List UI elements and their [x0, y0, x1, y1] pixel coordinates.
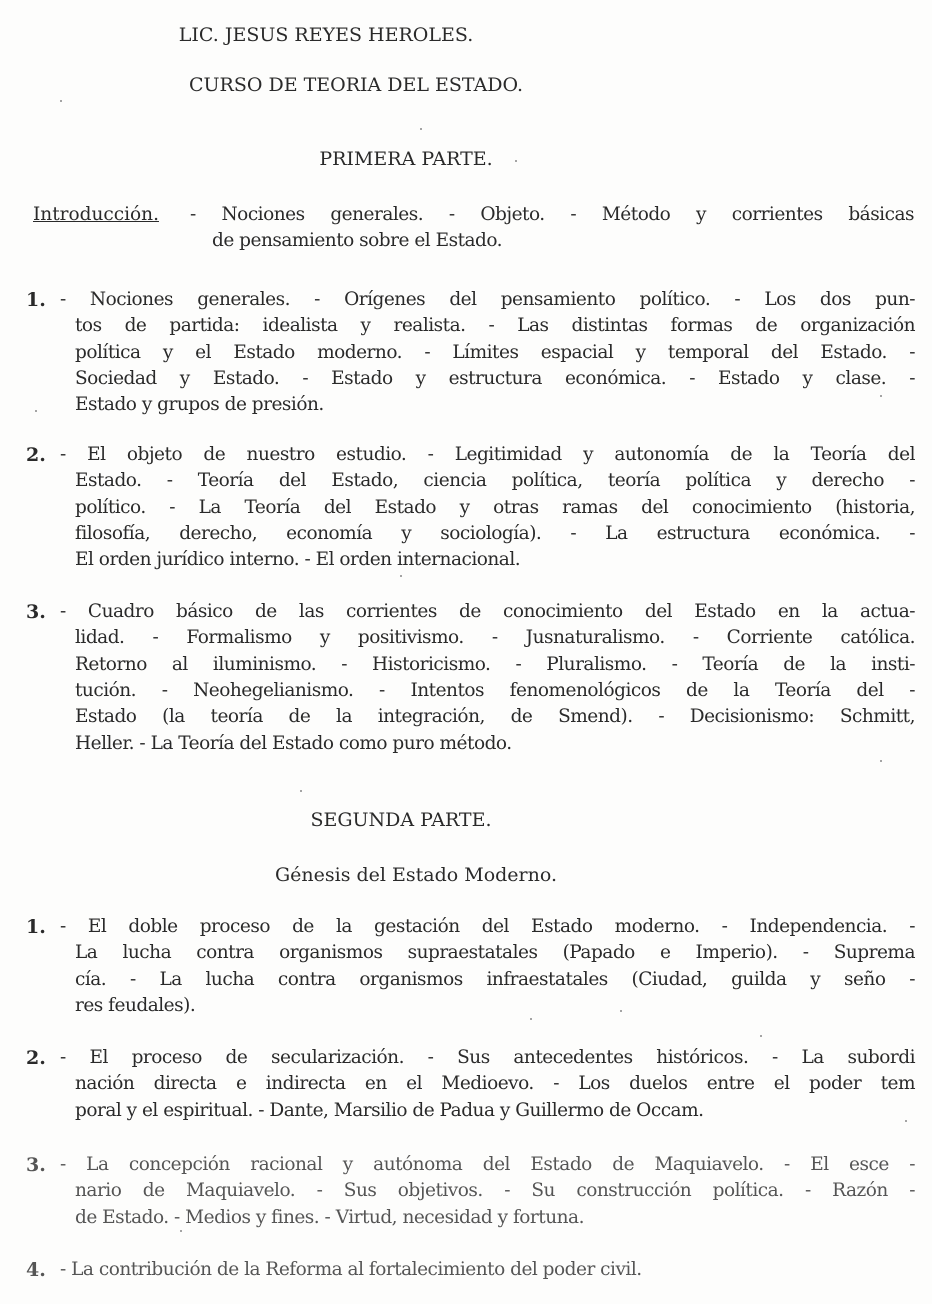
intro-line: - Nociones generales. - Objeto. - Método y corrientes básicas: [190, 204, 914, 225]
item-line: - Nociones generales. - Orígenes del pensamiento político. - Los dos pun-: [60, 289, 915, 310]
item-line: - El objeto de nuestro estudio. - Legitimidad y autonomía de la Teoría del: [60, 444, 915, 465]
item-line: - La concepción racional y autónoma del Estado de Maquiavelo. - El esce -: [60, 1154, 915, 1175]
intro-line: de pensamiento sobre el Estado.: [212, 230, 503, 251]
item-line: - Cuadro básico de las corrientes de conocimiento del Estado en la actua-: [60, 601, 915, 622]
item-line: Heller. - La Teoría del Estado como puro método.: [75, 732, 512, 754]
item-line: tución. - Neohegelianismo. - Intentos fenomenológicos de la Teoría del -: [75, 679, 915, 701]
item-line: lidad. - Formalismo y positivismo. - Jusnaturalismo. - Corriente católica.: [75, 627, 915, 649]
item-line: poral y el espiritual. - Dante, Marsilio de Padua y Guillermo de Occam.: [75, 1099, 704, 1121]
item-line: de Estado. - Medios y fines. - Virtud, necesidad y fortuna.: [75, 1206, 584, 1228]
item-line: Retorno al iluminismo. - Historicismo. - Pluralismo. - Teoría de la insti-: [75, 653, 915, 675]
item-line: La lucha contra organismos supraestatales (Papado e Imperio). - Suprema: [75, 942, 915, 964]
scan-speck: [300, 790, 302, 792]
part1-title: PRIMERA PARTE.: [319, 148, 493, 170]
item-number: 3.: [26, 1154, 46, 1176]
intro-label: Introducción.: [33, 204, 159, 225]
scan-speck: [60, 100, 62, 102]
item-line: res feudales).: [75, 994, 196, 1016]
course-title: CURSO DE TEORIA DEL ESTADO.: [188, 74, 524, 96]
scan-speck: [35, 410, 37, 412]
item-number: 1.: [26, 916, 46, 938]
scan-speck: [400, 575, 402, 577]
item-number: 2.: [26, 444, 46, 466]
scan-speck: [420, 128, 422, 130]
scan-speck: [760, 1035, 762, 1037]
scan-speck: [515, 160, 517, 162]
item-line: Estado. - Teoría del Estado, ciencia política, teoría política y derecho -: [75, 470, 915, 492]
item-line: político. - La Teoría del Estado y otras ramas del conocimiento (historia,: [75, 496, 915, 518]
item-line: El orden jurídico interno. - El orden internacional.: [75, 549, 521, 571]
item-line: cía. - La lucha contra organismos infraestatales (Ciudad, guilda y seño -: [75, 968, 915, 990]
item-line: Estado (la teoría de la integración, de Smend). - Decisionismo: Schmitt,: [75, 706, 915, 728]
scan-speck: [880, 760, 882, 762]
item-line: Sociedad y Estado. - Estado y estructura económica. - Estado y clase. -: [75, 367, 915, 389]
item-line: - El proceso de secularización. - Sus antecedentes históricos. - La subordi: [60, 1047, 915, 1068]
item-line: nación directa e indirecta en el Medioevo. - Los duelos entre el poder tem: [75, 1073, 915, 1095]
item-number: 4.: [26, 1259, 46, 1281]
scan-speck: [180, 1230, 182, 1232]
part2-subtitle: Génesis del Estado Moderno.: [274, 864, 558, 886]
scan-speck: [905, 1120, 907, 1122]
item-line: filosofía, derecho, economía y sociología). - La estructura económica. -: [75, 522, 915, 544]
item-line: nario de Maquiavelo. - Sus objetivos. - Su construcción política. - Razón -: [75, 1180, 915, 1202]
item-line: - La contribución de la Reforma al fortalecimiento del poder civil.: [60, 1259, 642, 1280]
item-line: Estado y grupos de presión.: [75, 394, 324, 416]
item-line: - El doble proceso de la gestación del Estado moderno. - Independencia. -: [60, 916, 915, 937]
item-number: 1.: [26, 289, 46, 311]
item-number: 3.: [26, 601, 46, 623]
part2-title: SEGUNDA PARTE.: [310, 809, 492, 831]
author-heading: LIC. JESUS REYES HEROLES.: [178, 24, 474, 46]
item-number: 2.: [26, 1047, 46, 1069]
scan-speck: [530, 1018, 532, 1020]
scan-speck: [620, 1010, 622, 1012]
item-line: tos de partida: idealista y realista. - Las distintas formas de organización: [75, 315, 915, 337]
scan-speck: [880, 395, 882, 397]
item-line: política y el Estado moderno. - Límites espacial y temporal del Estado. -: [75, 341, 915, 363]
